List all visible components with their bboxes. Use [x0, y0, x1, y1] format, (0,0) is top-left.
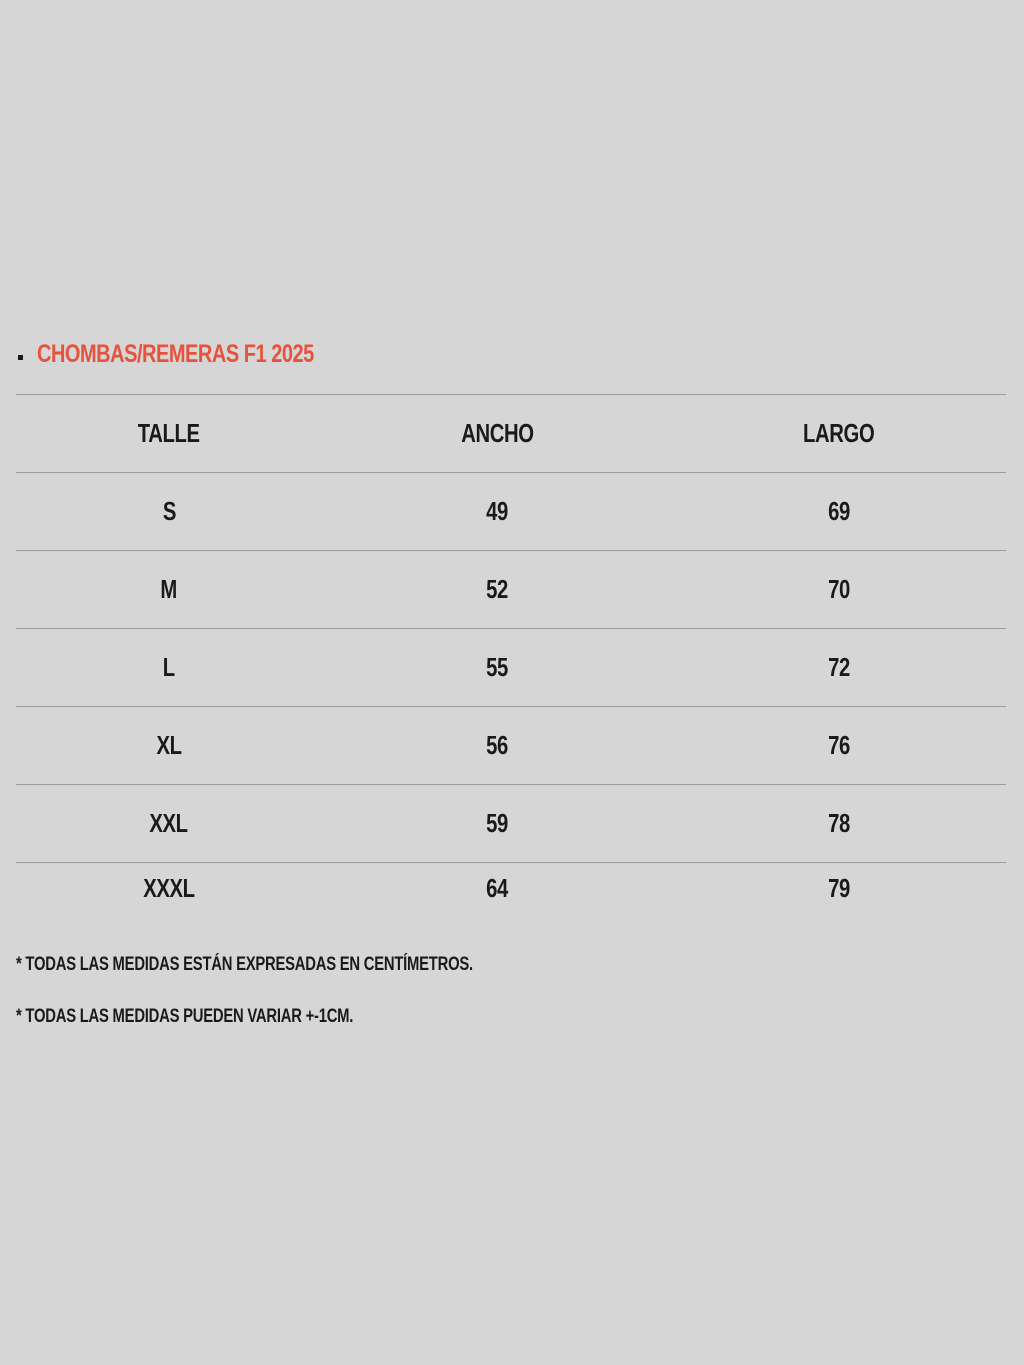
section-header	[18, 336, 383, 372]
size-cell: XXXL	[16, 863, 322, 930]
length-cell: 78	[672, 785, 1006, 863]
width-cell: 52	[322, 551, 672, 629]
length-cell: 79	[672, 863, 1006, 930]
table-header-row	[16, 395, 1006, 473]
table-row	[16, 551, 1006, 629]
section-title: CHOMBAS/REMERAS F1 2025	[37, 339, 314, 368]
width-cell: 64	[322, 863, 672, 930]
length-cell: 76	[672, 707, 1006, 785]
length-cell: 72	[672, 629, 1006, 707]
length-cell: 69	[672, 473, 1006, 551]
column-header-ancho: ANCHO	[322, 395, 672, 473]
width-cell: 56	[322, 707, 672, 785]
size-cell: M	[16, 551, 322, 629]
size-cell: XL	[16, 707, 322, 785]
width-cell: 49	[322, 473, 672, 551]
width-cell: 59	[322, 785, 672, 863]
size-chart-table	[16, 394, 1006, 929]
table-row	[16, 785, 1006, 863]
size-cell: S	[16, 473, 322, 551]
length-cell: 70	[672, 551, 1006, 629]
table-row	[16, 629, 1006, 707]
size-cell: XXL	[16, 785, 322, 863]
table-row	[16, 863, 1006, 930]
note-tolerance: * TODAS LAS MEDIDAS PUEDEN VARIAR +-1CM.	[16, 1006, 354, 1027]
column-header-talle: TALLE	[16, 395, 322, 473]
column-header-largo: LARGO	[672, 395, 1006, 473]
notes-section	[16, 952, 1006, 1056]
table-row	[16, 707, 1006, 785]
size-cell: L	[16, 629, 322, 707]
width-cell: 55	[322, 629, 672, 707]
table-row	[16, 473, 1006, 551]
bullet-icon	[18, 355, 23, 360]
note-units: * TODAS LAS MEDIDAS ESTÁN EXPRESADAS EN CENTÍMETROS.	[16, 954, 473, 975]
